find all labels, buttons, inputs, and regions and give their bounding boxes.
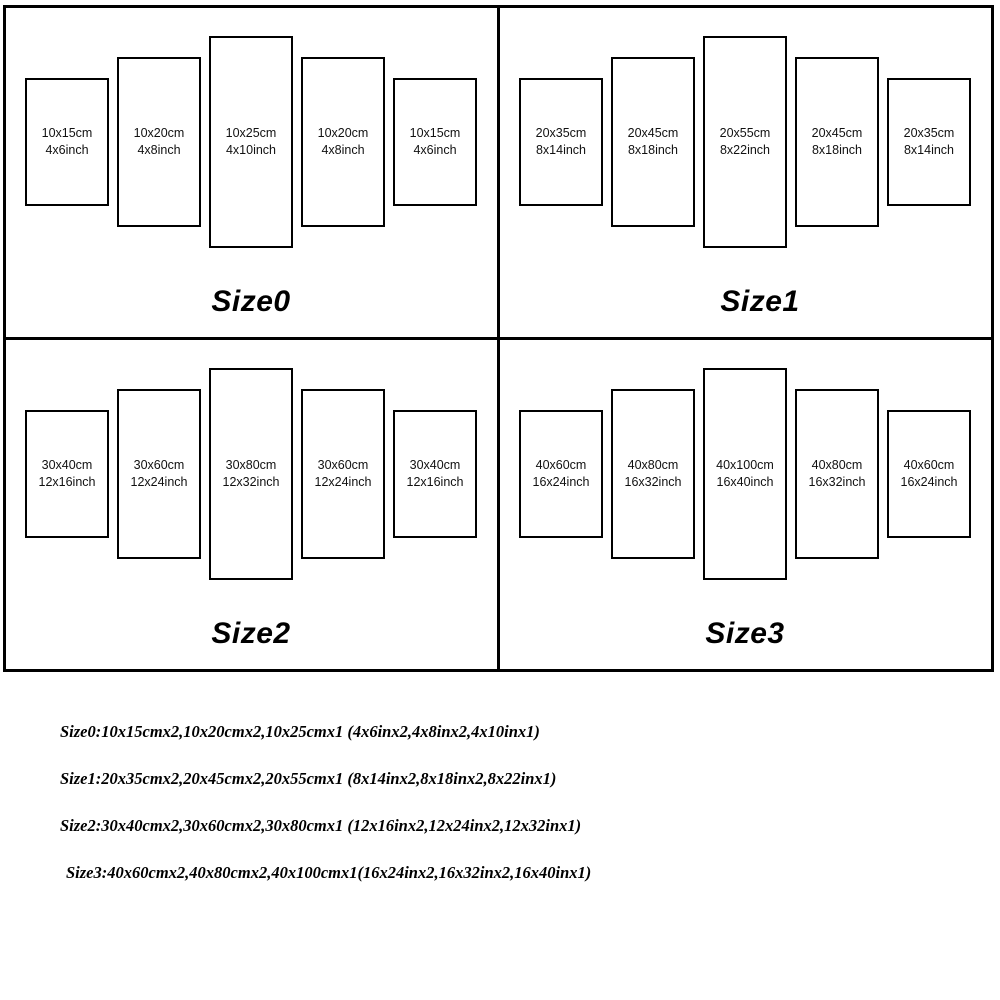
frame-2 — [611, 57, 695, 227]
size-panel-size1 — [497, 5, 994, 340]
legend — [60, 722, 960, 910]
frame-inch-label: 16x24inch — [532, 474, 590, 489]
frame-3 — [703, 368, 787, 580]
frame-3 — [209, 36, 293, 248]
panel-grid — [4, 6, 992, 670]
frame-3 — [703, 36, 787, 248]
legend-line-size3: Size3:40x60cmx2,40x80cmx2,40x100cmx1(16x24inx2,16x32inx2,16x40inx1) — [66, 863, 592, 882]
frame-4 — [301, 389, 385, 559]
frame-cm-label: 10x15cm — [409, 125, 461, 140]
frame-inch-label: 8x22inch — [719, 142, 771, 157]
frame-2 — [117, 57, 201, 227]
frame-cm-label: 40x80cm — [811, 457, 863, 472]
frame-5 — [887, 410, 971, 538]
panel-title-size1: Size1 — [720, 284, 800, 318]
panel-title-size0: Size0 — [211, 284, 291, 318]
frame-2 — [117, 389, 201, 559]
frame-4 — [795, 57, 879, 227]
frame-inch-label: 16x40inch — [716, 474, 774, 489]
frame-inch-label: 4x8inch — [321, 142, 365, 157]
frame-2 — [611, 389, 695, 559]
frame-5 — [887, 78, 971, 206]
panel-title-size2: Size2 — [211, 616, 291, 650]
frame-3 — [209, 368, 293, 580]
frame-inch-label: 12x32inch — [222, 474, 280, 489]
frame-inch-label: 16x32inch — [624, 474, 682, 489]
frame-cm-label: 30x60cm — [133, 457, 185, 472]
frame-inch-label: 8x14inch — [535, 142, 587, 157]
frame-1 — [25, 78, 109, 206]
frame-cm-label: 20x55cm — [719, 125, 771, 140]
frame-row — [500, 354, 991, 594]
legend-line-size1: Size1:20x35cmx2,20x45cmx2,20x55cmx1 (8x14inx2,8x18inx2,8x22inx1) — [60, 769, 557, 788]
frame-cm-label: 20x45cm — [627, 125, 679, 140]
frame-inch-label: 12x24inch — [130, 474, 188, 489]
size-panel-size3 — [497, 337, 994, 672]
frame-inch-label: 8x14inch — [903, 142, 955, 157]
frame-cm-label: 30x40cm — [41, 457, 93, 472]
frame-cm-label: 10x20cm — [133, 125, 185, 140]
frame-row — [6, 22, 497, 262]
frame-inch-label: 16x32inch — [808, 474, 866, 489]
frame-inch-label: 8x18inch — [627, 142, 679, 157]
frame-inch-label: 12x16inch — [406, 474, 464, 489]
frame-cm-label: 10x25cm — [225, 125, 277, 140]
frame-1 — [519, 78, 603, 206]
frame-cm-label: 20x35cm — [903, 125, 955, 140]
frame-inch-label: 4x8inch — [137, 142, 181, 157]
frame-cm-label: 40x80cm — [627, 457, 679, 472]
frame-4 — [301, 57, 385, 227]
frame-cm-label: 10x20cm — [317, 125, 369, 140]
frame-cm-label: 30x40cm — [409, 457, 461, 472]
frame-row — [500, 22, 991, 262]
legend-line-size0: Size0:10x15cmx2,10x20cmx2,10x25cmx1 (4x6inx2,4x8inx2,4x10inx1) — [60, 722, 540, 741]
frame-cm-label: 20x35cm — [535, 125, 587, 140]
frame-cm-label: 40x100cm — [716, 457, 774, 472]
frame-cm-label: 30x60cm — [317, 457, 369, 472]
legend-line-size2: Size2:30x40cmx2,30x60cmx2,30x80cmx1 (12x16inx2,12x24inx2,12x32inx1) — [60, 816, 582, 835]
frame-cm-label: 10x15cm — [41, 125, 93, 140]
frame-cm-label: 40x60cm — [535, 457, 587, 472]
frame-1 — [519, 410, 603, 538]
size-panel-size0 — [3, 5, 500, 340]
frame-inch-label: 8x18inch — [811, 142, 863, 157]
frame-5 — [393, 78, 477, 206]
frame-cm-label: 40x60cm — [903, 457, 955, 472]
frame-inch-label: 12x24inch — [314, 474, 372, 489]
frame-cm-label: 20x45cm — [811, 125, 863, 140]
frame-inch-label: 12x16inch — [38, 474, 96, 489]
frame-inch-label: 4x10inch — [225, 142, 277, 157]
frame-inch-label: 16x24inch — [900, 474, 958, 489]
frame-row — [6, 354, 497, 594]
frame-1 — [25, 410, 109, 538]
frame-5 — [393, 410, 477, 538]
size-panel-size2 — [3, 337, 500, 672]
frame-inch-label: 4x6inch — [45, 142, 89, 157]
frame-inch-label: 4x6inch — [413, 142, 457, 157]
panel-title-size3: Size3 — [705, 616, 785, 650]
frame-4 — [795, 389, 879, 559]
frame-cm-label: 30x80cm — [225, 457, 277, 472]
